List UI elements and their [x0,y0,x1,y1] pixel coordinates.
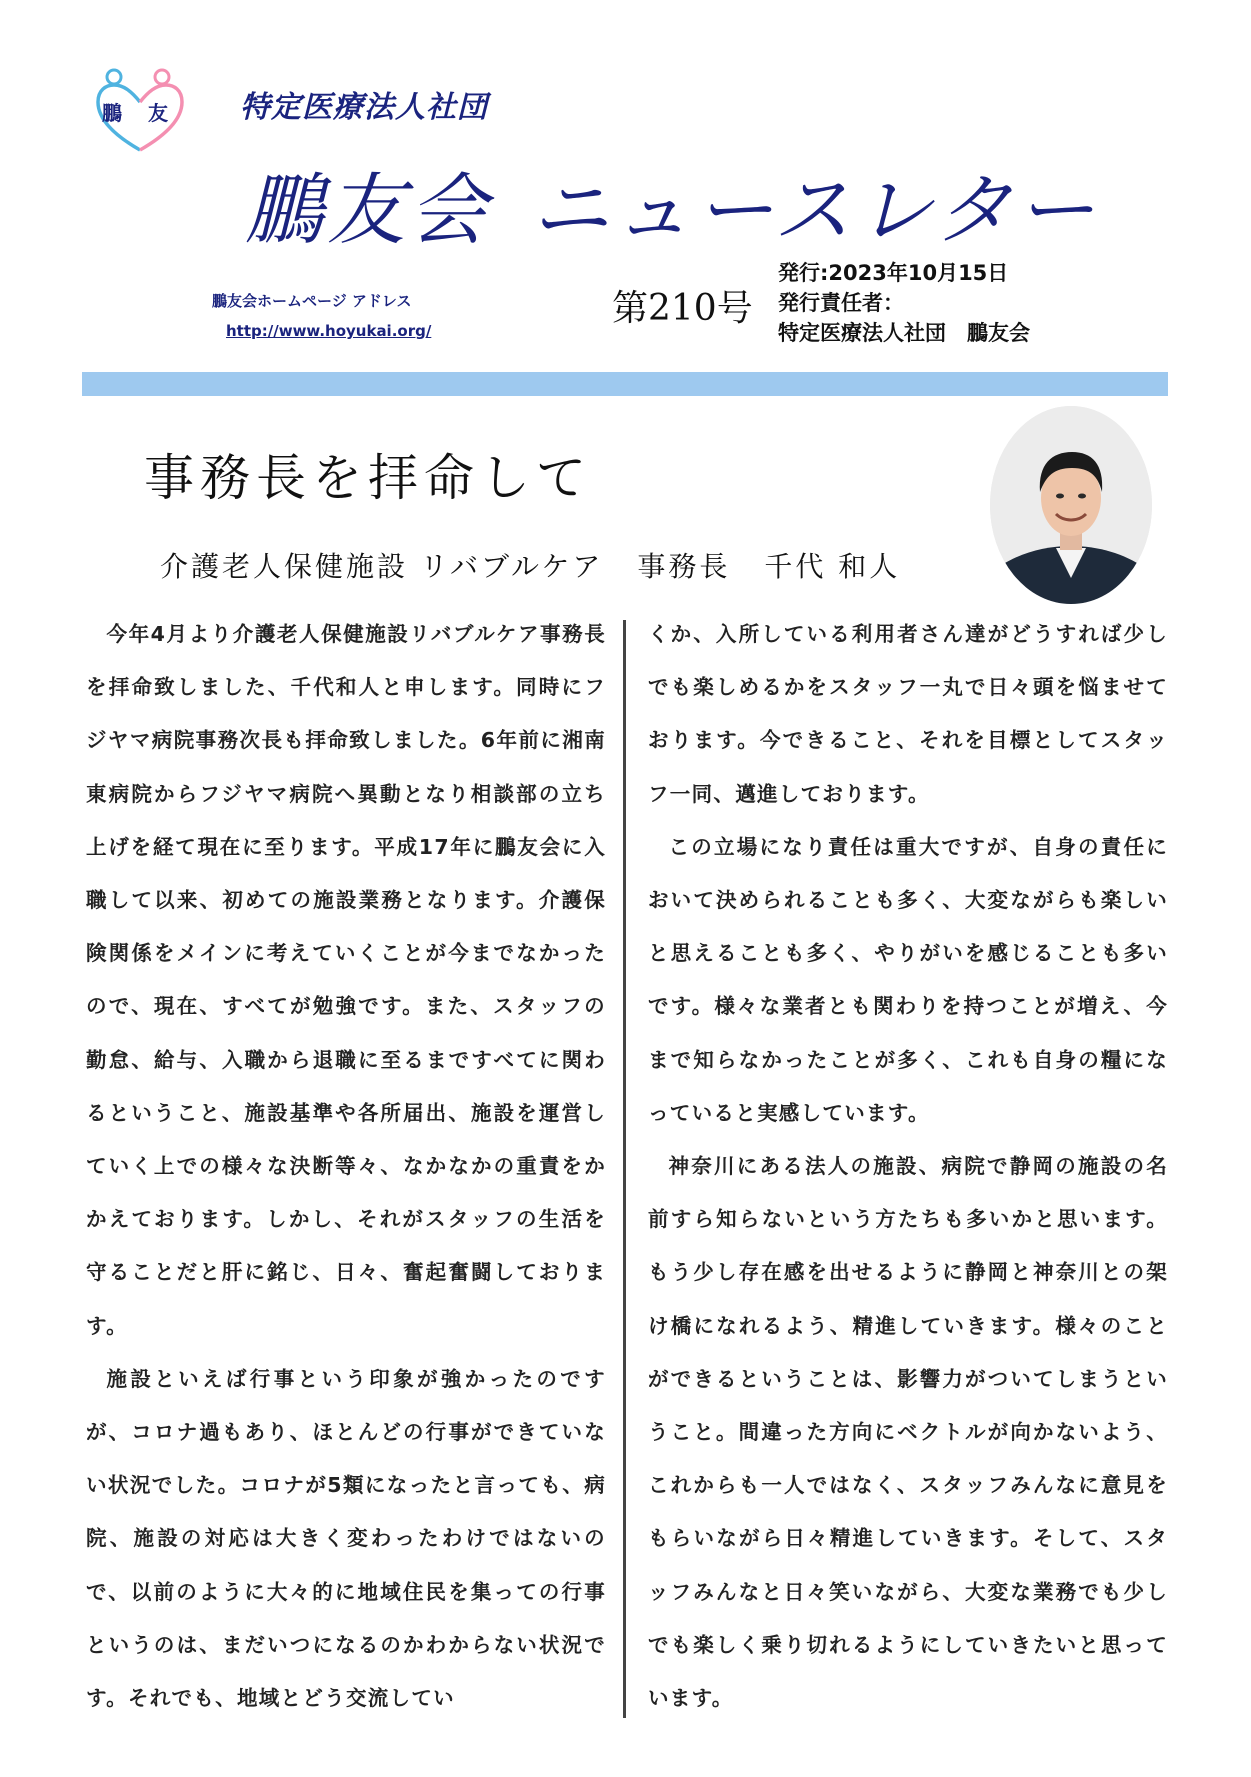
paragraph: 神奈川にある法人の施設、病院で静岡の施設の名前すら知らないという方たちも多いかと思います。もう少し存在感を出せるように静岡と神奈川との架け橋になれるよう、精進していきます。様々のことができるということは、影響力がついてしまうということ。間違った方向にベクトルが向かないよう、これからも一人ではなく、スタッフみんなに意見をもらいながら日々精進していきます。そして、スタッフみんなと日々笑いながら、大変な業務でも少しでも楽しく乗り切れるようにしていきたいと思っています。 [648,1154,1168,1711]
publisher-label: 発行責任者： [778,291,904,315]
column-divider [623,620,626,1718]
paragraph: くか、入所している利用者さん達がどうすれば少しでも楽しめるかをスタッフ一丸で日々頭を悩ませております。今できること、それを目標としてスタッフ一同、邁進しております。 [648,622,1168,806]
logo-char-left: 鵬 [102,101,122,125]
issue-number: 第210号 [612,288,753,329]
paragraph: 今年4月より介護老人保健施設リバブルケア事務長を拝命致しました、千代和人と申します。同時にフジヤマ病院事務次長も拝命致しました。6年前に湘南東病院からフジヤマ病院へ異動となり相談部の立ち上げを経て現在に至ります。平成17年に鵬友会に入職して以来、初めての施設業務となります。介護保険関係をメインに考えていくことが今までなかったので、現在、すべてが勉強です。また、スタッフの勤怠、給与、入職から退職に至るまですべてに関わるということ、施設基準や各所届出、施設を運営していく上での様々な決断等々、なかなかの重責をかかえております。しかし、それがスタッフの生活を守ることだと肝に銘じ、日々、奮起奮闘しております。 [86,622,606,1338]
newsletter-title [245,148,1098,260]
byline-facility: 介護老人保健施設 リバブルケア [160,550,604,583]
hoyukai-logo [92,68,190,156]
author-photo [990,406,1152,604]
byline-role: 事務長 [637,550,731,583]
logo-char-right: 友 [148,101,168,125]
publisher-name: 特定医療法人社団 鵬友会 [778,321,1030,345]
homepage-link[interactable]: http://www.hoyukai.org/ [226,322,432,340]
title-sub: ニュースレター [531,166,1098,256]
paragraph: この立場になり責任は重大ですが、自身の責任において決められることも多く、大変ながらも楽しいと思えることも多く、やりがいを感じることも多いです。様々な業者とも関わりを持つことが増え、今まで知らなかったことが多く、これも自身の糧になっていると実感しています。 [648,834,1168,1125]
title-main: 鵬友会 [245,166,492,256]
paragraph: 施設といえば行事という印象が強かったのですが、コロナ過もあり、ほとんどの行事ができていない状況でした。コロナが5類になったと言っても、病院、施設の対応は大きく変わったわけではないので、以前のように大々的に地域住民を集っての行事というのは、まだいつになるのかわからない状況です。それでも、地域とどう交流してい [86,1366,606,1711]
article-column-right [648,608,1168,1725]
homepage-label: 鵬友会ホームページ アドレス [212,292,412,310]
article-title: 事務長を拝命して [144,449,592,507]
two-people-heart-icon [92,68,190,156]
issue-date: 発行:2023年10月15日 [778,261,1009,285]
article-column-left [86,608,606,1725]
article-byline [160,545,934,585]
org-subtitle: 特定医療法人社団 [240,90,488,125]
byline-name: 千代 和人 [764,550,901,583]
author-portrait-icon [990,406,1152,604]
issue-info [778,258,1030,348]
header-divider-band [82,372,1168,396]
